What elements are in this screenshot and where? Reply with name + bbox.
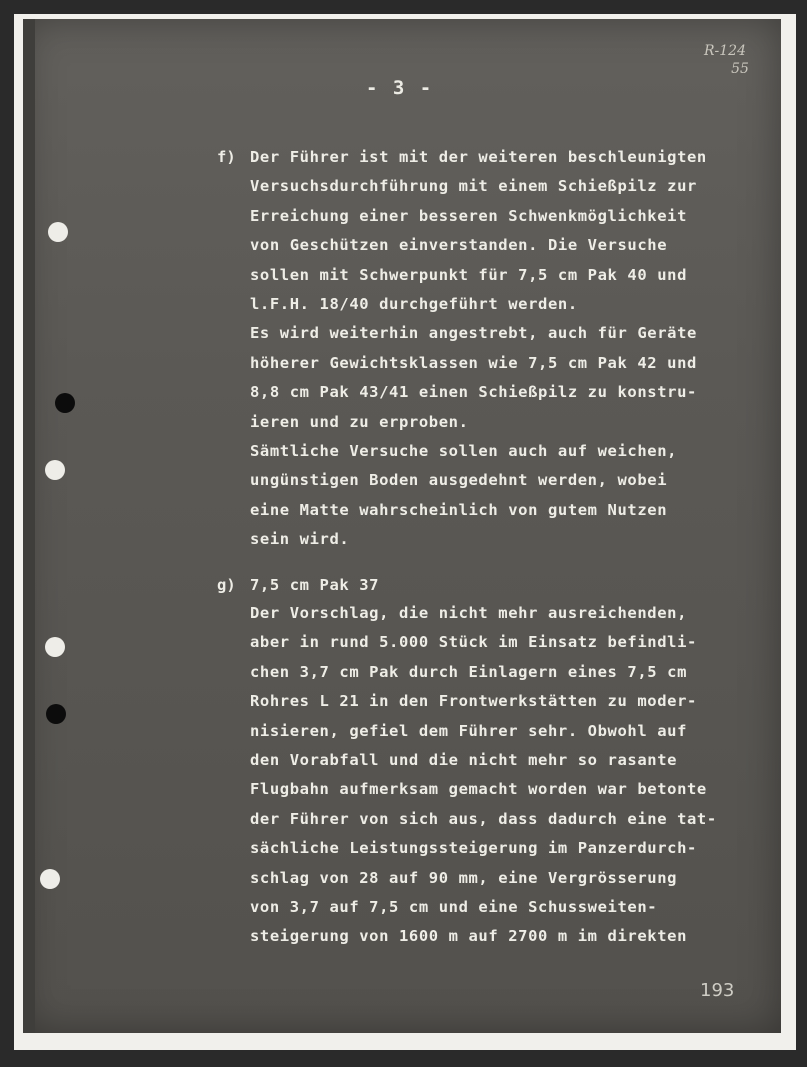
text-line: von 3,7 auf 7,5 cm und eine Schussweiten- bbox=[250, 897, 658, 916]
handwritten-ref-line: 55 bbox=[731, 61, 749, 77]
text-line: 8,8 cm Pak 43/41 einen Schießpilz zu konstru- bbox=[250, 383, 697, 402]
text-line: schlag von 28 auf 90 mm, eine Vergrösserung bbox=[250, 868, 678, 887]
text-line: l.F.H. 18/40 durchgeführt werden. bbox=[250, 294, 578, 313]
text-line: eine Matte wahrscheinlich von gutem Nutzen bbox=[250, 500, 668, 519]
text-line: Der Führer ist mit der weiteren beschleunigten bbox=[250, 148, 707, 166]
text-line: sein wird. bbox=[250, 530, 350, 549]
text-line: Rohres L 21 in den Frontwerkstätten zu moder- bbox=[250, 692, 697, 711]
text-line: Der Vorschlag, die nicht mehr ausreichenden, bbox=[250, 604, 687, 622]
text-line: sollen mit Schwerpunkt für 7,5 cm Pak 40 und bbox=[250, 265, 687, 284]
text-line: aber in rund 5.000 Stück im Einsatz befindli- bbox=[250, 633, 697, 652]
punch-hole bbox=[45, 637, 65, 657]
page-number: - 3 - bbox=[366, 77, 434, 99]
handwritten-reference bbox=[690, 42, 760, 78]
text-line: ieren und zu erproben. bbox=[250, 412, 469, 431]
text-line: von Geschützen einverstanden. Die Versuche bbox=[250, 236, 668, 255]
handwritten-ref-line: R-124 bbox=[704, 43, 746, 59]
text-line: Versuchsdurchführung mit einem Schießpilz zur bbox=[250, 177, 697, 196]
text-line: Es wird weiterhin angestrebt, auch für Geräte bbox=[250, 324, 697, 343]
text-line: chen 3,7 cm Pak durch Einlagern eines 7,5 cm bbox=[250, 662, 687, 681]
punch-hole bbox=[45, 460, 65, 480]
text-line: nisieren, gefiel dem Führer sehr. Obwohl auf bbox=[250, 721, 687, 740]
archive-stamp-number: 193 bbox=[700, 980, 735, 1001]
punch-hole bbox=[55, 393, 75, 413]
section-g-body bbox=[250, 599, 717, 952]
section-f-label: f) bbox=[217, 148, 236, 166]
text-line: sächliche Leistungssteigerung im Panzerdurch- bbox=[250, 839, 697, 858]
text-line: Sämtliche Versuche sollen auch auf weichen, bbox=[250, 441, 678, 460]
section-g-label: g) bbox=[217, 576, 236, 594]
section-g-title: 7,5 cm Pak 37 bbox=[250, 576, 380, 594]
text-line: steigerung von 1600 m auf 2700 m im direkten bbox=[250, 927, 687, 946]
text-line: höherer Gewichtsklassen wie 7,5 cm Pak 42 und bbox=[250, 353, 697, 372]
text-line: Flugbahn aufmerksam gemacht worden war betonte bbox=[250, 780, 707, 799]
text-line: der Führer von sich aus, dass dadurch eine tat- bbox=[250, 809, 717, 828]
text-line: Erreichung einer besseren Schwenkmöglichkeit bbox=[250, 206, 687, 225]
sheet-edge-shadow bbox=[23, 19, 35, 1033]
text-line: ungünstigen Boden ausgedehnt werden, wobei bbox=[250, 471, 668, 490]
punch-hole bbox=[40, 869, 60, 889]
section-f-body bbox=[250, 143, 707, 554]
punch-hole bbox=[48, 222, 68, 242]
punch-hole bbox=[46, 704, 66, 724]
text-line: den Vorabfall und die nicht mehr so rasante bbox=[250, 750, 678, 769]
